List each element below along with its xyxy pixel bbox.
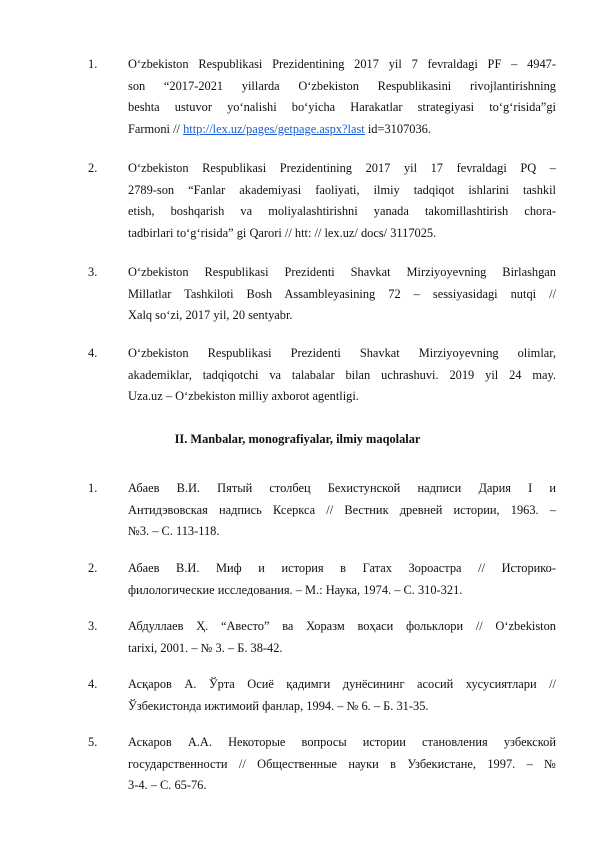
reference-line: Абаев В.И. Миф и история в Гатах Зороастра // Историко-	[128, 561, 556, 575]
reference-line: son “2017-2021 yillarda O‘zbekiston Respublikasini rivojlantirishning	[128, 78, 556, 93]
reference-suffix: id=3107036.	[364, 121, 431, 136]
reference-text	[128, 158, 556, 244]
reference-line: etish, boshqarish va moliyalashtirishni yanada takomillashtirish chora-	[128, 204, 556, 219]
reference-line: №3. – С. 113-118.	[128, 524, 220, 539]
section-heading: II. Manbalar, monografiyalar, ilmiy maqolalar	[174, 432, 421, 446]
reference-text	[128, 558, 556, 601]
reference-line: 2789-son “Fanlar akademiyasi faoliyati, ilmiy tadqiqot ishlarini tashkil	[128, 182, 556, 197]
reference-line: Абаев В.И. Пятый столбец Бехистунской надписи Дария I и	[128, 481, 556, 495]
reference-line: beshta ustuvor yo‘nalishi bo‘yicha Harakatlar strategiyasi to‘g‘risida”gi	[128, 100, 556, 115]
reference-prefix: Farmoni //	[128, 121, 184, 136]
reference-number: 2.	[88, 161, 98, 175]
reference-line: Абдуллаев Ҳ. “Авесто” ва Хоразм воҳаси фольклори // O‘zbekiston	[128, 619, 556, 633]
reference-number: 1.	[88, 57, 98, 71]
reference-text	[128, 478, 556, 543]
reference-line: 3-4. – С. 65-76.	[128, 778, 207, 793]
reference-line: Асқаров А. Ўрта Осиё қадимги дунёсининг асосий хусусиятлари //	[128, 677, 556, 691]
reference-number: 1.	[88, 481, 98, 495]
reference-line: Антидэвовская надпись Ксеркса // Вестник древней истории, 1963. –	[128, 502, 556, 517]
reference-line: Uza.uz – O‘zbekiston milliy axborot agentligi.	[128, 389, 359, 404]
reference-line: tarixi, 2001. – № 3. – Б. 38-42.	[128, 640, 283, 655]
reference-line: Xalq so‘zi, 2017 yil, 20 sentyabr.	[128, 308, 293, 323]
reference-text	[128, 54, 556, 140]
reference-line: tadbirlari to‘g‘risida” gi Qarori // htt: // lex.uz/ docs/ 3117025.	[128, 225, 437, 240]
reference-number: 5.	[88, 735, 98, 749]
reference-line: Ўзбекистонда ижтимоий фанлар, 1994. – № 6. – Б. 31-35.	[128, 698, 429, 713]
reference-line: O‘zbekiston Respublikasi Prezidentining 2017 yil 7 fevraldagi PF – 4947-	[128, 57, 556, 71]
reference-text	[128, 262, 556, 327]
reference-number: 2.	[88, 561, 98, 575]
reference-number: 4.	[88, 346, 98, 360]
reference-number: 3.	[88, 265, 98, 279]
reference-line: O‘zbekiston Respublikasi Prezidentining 2017 yil 17 fevraldagi PQ –	[128, 161, 556, 175]
reference-link[interactable]: http://lex.uz/pages/getpage.aspx?last	[183, 121, 365, 136]
reference-line: филологические исследования. – М.: Наука, 1974. – С. 310-321.	[128, 582, 463, 597]
reference-text	[128, 674, 556, 717]
reference-line: Millatlar Tashkiloti Bosh Assambleyasining 72 – sessiyasidagi nutqi //	[128, 286, 556, 301]
reference-line: O‘zbekiston Respublikasi Prezidenti Shavkat Mirziyoyevning Birlashgan	[128, 265, 556, 279]
reference-line	[128, 119, 556, 141]
reference-line: Аскаров А.А. Некоторые вопросы истории становления узбекской	[128, 735, 556, 749]
reference-line: O‘zbekiston Respublikasi Prezidenti Shavkat Mirziyoyevning olimlar,	[128, 346, 556, 360]
reference-line: akademiklar, tadqiqotchi va talabalar bilan uchrashuvi. 2019 yil 24 may.	[128, 367, 556, 382]
reference-text	[128, 343, 556, 408]
reference-text	[128, 732, 556, 797]
reference-number: 4.	[88, 677, 98, 691]
reference-text	[128, 616, 556, 659]
reference-number: 3.	[88, 619, 98, 633]
reference-line: государственности // Общественные науки в Узбекистане, 1997. – №	[128, 756, 556, 771]
